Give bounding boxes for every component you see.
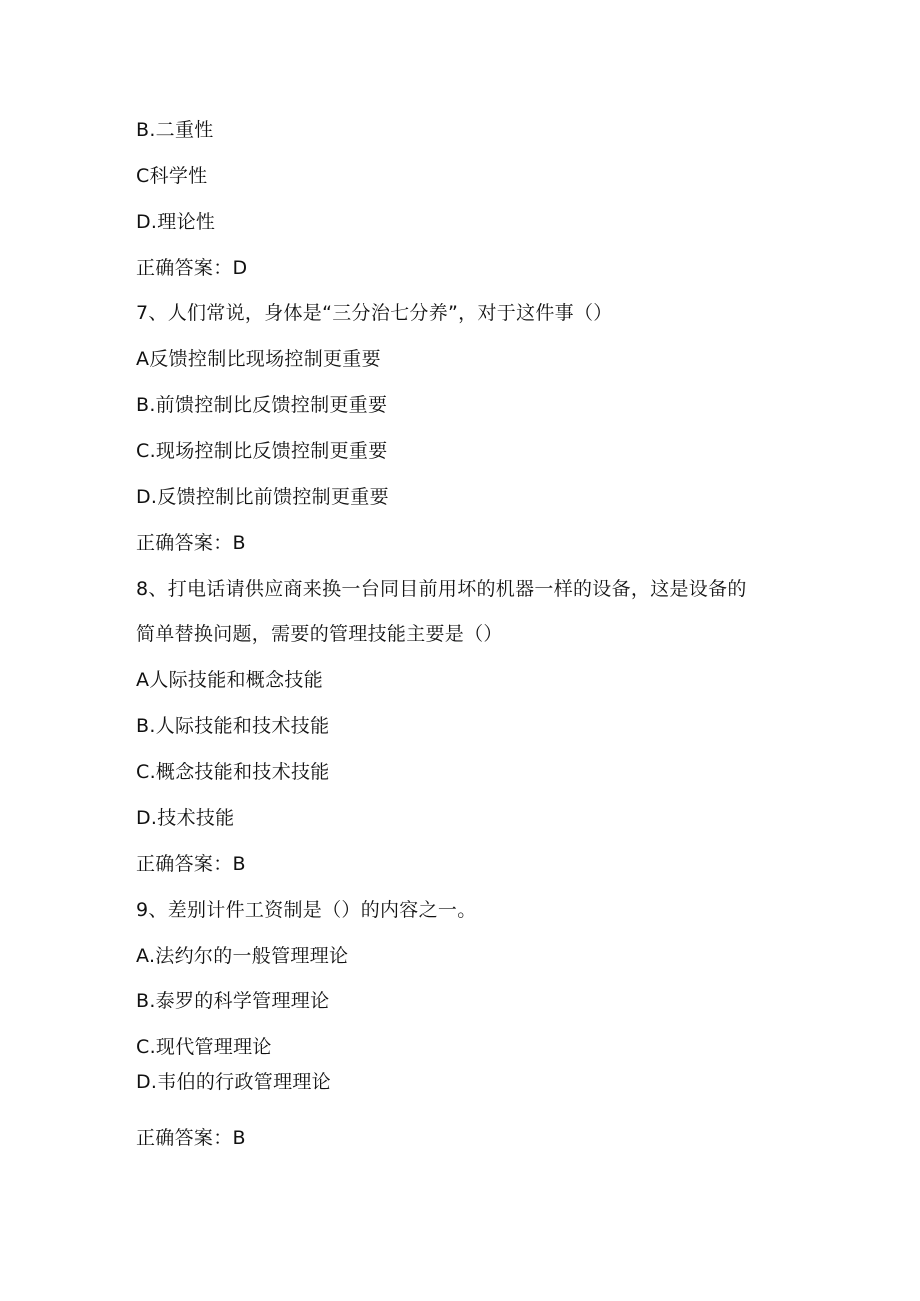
option-b-q9: B.泰罗的科学管理理论 [136, 990, 330, 1012]
option-c-q7: C.现场控制比反馈控制更重要 [136, 440, 388, 462]
question-9: 9、差别计件工资制是（）的内容之一。 [136, 899, 477, 921]
option-d-q8: D.技术技能 [136, 807, 235, 829]
answer-q9: 正确答案：B [136, 1127, 246, 1149]
answer-q8: 正确答案：B [136, 853, 246, 875]
question-7: 7、人们常说，身体是“三分治七分养”，对于这件事（） [136, 302, 613, 324]
question-8-line-2: 简单替换问题，需要的管理技能主要是（） [136, 623, 503, 645]
answer-q6: 正确答案：D [136, 257, 248, 279]
option-a-q9: A.法约尔的一般管理理论 [136, 945, 349, 967]
option-d-q9: D.韦伯的行政管理理论 [136, 1071, 331, 1093]
option-b-q8: B.人际技能和技术技能 [136, 715, 330, 737]
option-c-q9: C.现代管理理论 [136, 1036, 272, 1058]
option-d-q6: D.理论性 [136, 211, 216, 233]
answer-q7: 正确答案：B [136, 532, 246, 554]
option-c-q8: C.概念技能和技术技能 [136, 761, 330, 783]
option-b-q6: B.二重性 [136, 119, 214, 141]
option-b-q7: B.前馈控制比反馈控制更重要 [136, 394, 388, 416]
option-c-q6: C科学性 [136, 165, 208, 187]
option-a-q8: A人际技能和概念技能 [136, 669, 323, 691]
option-a-q7: A反馈控制比现场控制更重要 [136, 348, 381, 370]
question-8-line-1: 8、打电话请供应商来换一台同目前用坏的机器一样的设备，这是设备的 [136, 578, 747, 600]
option-d-q7: D.反馈控制比前馈控制更重要 [136, 486, 389, 508]
